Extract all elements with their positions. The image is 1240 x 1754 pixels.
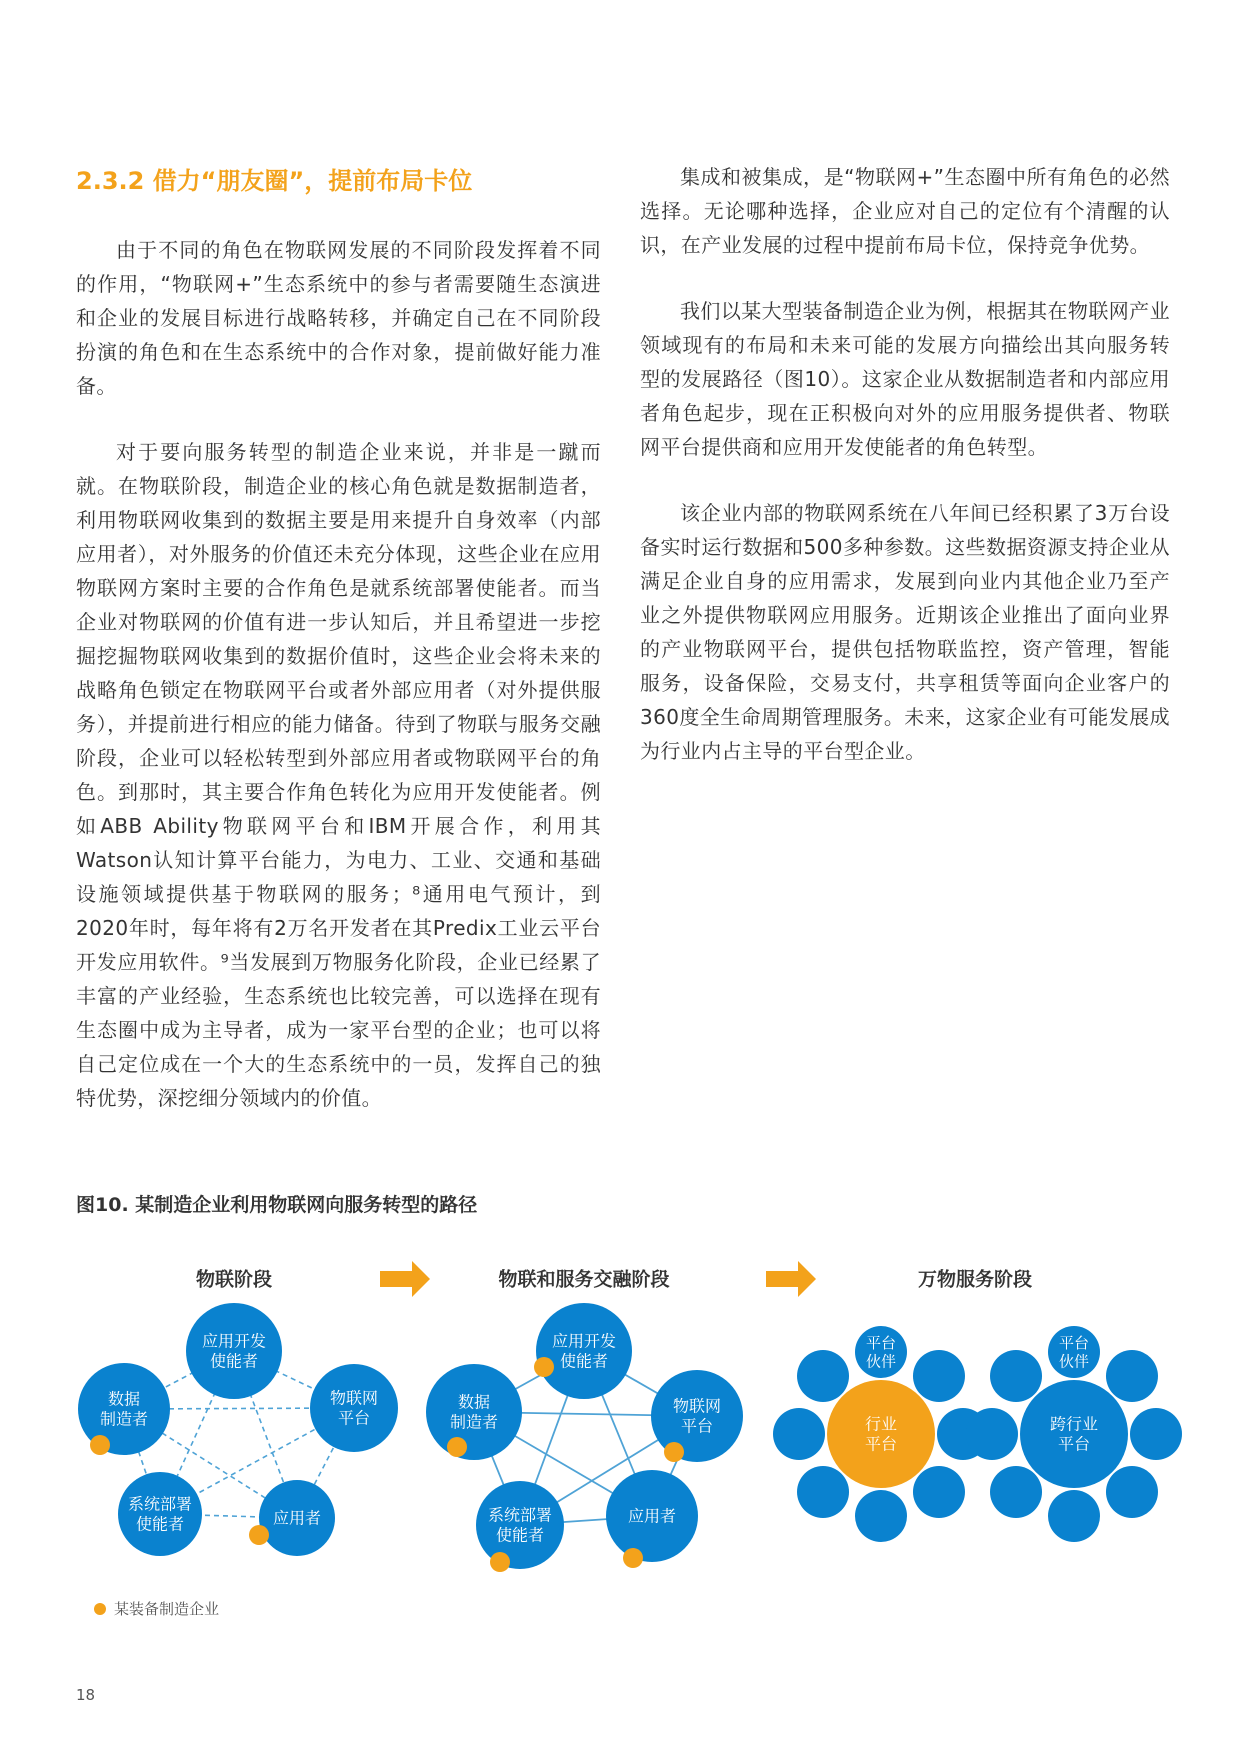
stage2-role-label: 数据制造者	[449, 1392, 499, 1432]
stage1-company-marker	[90, 1435, 110, 1455]
stage2-company-marker	[490, 1552, 510, 1572]
industry-satellite-node	[913, 1350, 965, 1402]
stage1-company-marker	[249, 1525, 269, 1545]
stage2-role-label: 物联网平台	[672, 1396, 722, 1436]
industry-platform-label: 行业平台	[864, 1414, 898, 1454]
cross-industry-satellite-node	[1130, 1408, 1182, 1460]
stage2-role-label: 应用者	[627, 1506, 677, 1526]
stage-title: 物联和服务交融阶段	[498, 1268, 670, 1291]
stage1-role-label: 物联网平台	[329, 1388, 379, 1428]
stage2-company-marker	[664, 1442, 684, 1462]
industry-satellite-node	[855, 1490, 907, 1542]
stage2-company-marker	[447, 1437, 467, 1457]
industry-satellite-node	[797, 1466, 849, 1518]
stage1-role-label: 应用开发使能者	[201, 1331, 267, 1371]
stage-title: 万物服务阶段	[917, 1268, 1033, 1291]
cross-industry-satellite-node	[1106, 1466, 1158, 1518]
paragraph: 对于要向服务转型的制造企业来说，并非是一蹴而就。在物联阶段，制造企业的核心角色就是数据制造者，利用物联网收集到的数据主要是用来提升自身效率（内部应用者），对外服务的价值还未充分体现，这些企业在应用物联网方案时主要的合作角色是就系统部署使能者。而当企业对物联网的价值有进一步认知后，并且希望进一步挖掘挖掘物联网收集到的数据价值时，这些企业会将未来的战略角色锁定在物联网平台或者外部应用者（对外提供服务），并提前进行相应的能力储备。待到了物联与服务交融阶段，企业可以轻松转型到外部应用者或物联网平台的角色。到那时，其主要合作角色转化为应用开发使能者。例如ABB Ability物联网平台和IBM开展合作，利用其Watson认知计算平台能力，为电力、工业、交通和基础设施领域提供基于物联网的服务；⁸通用电气预计，到2020年时，每年将有2万名开发者在其Predix工业云平台开发应用软件。⁹当发展到万物服务化阶段，企业已经累了丰富的产业经验，生态系统也比较完善，可以选择在现有生态圈中成为主导者，成为一家平台型的企业；也可以将自己定位成在一个大的生态系统中的一员，发挥自己的独特优势，深挖细分领域内的价值。	[76, 440, 601, 1110]
paragraph: 集成和被集成，是“物联网+”生态圈中所有角色的必然选择。无论哪种选择，企业应对自己的定位有个清醒的认识，在产业发展的过程中提前布局卡位，保持竞争优势。	[640, 165, 1170, 257]
industry-satellite-node	[797, 1350, 849, 1402]
stage2-role-label: 系统部署使能者	[487, 1505, 553, 1545]
legend-label: 某装备制造企业	[114, 1600, 220, 1618]
section-heading: 2.3.2 借力“朋友圈”，提前布局卡位	[76, 167, 473, 195]
cross-industry-platform-label: 跨行业平台	[1049, 1414, 1099, 1454]
paragraph: 由于不同的角色在物联网发展的不同阶段发挥着不同的作用，“物联网+”生态系统中的参与者需要随生态演进和企业的发展目标进行战略转移，并确定自己在不同阶段扮演的角色和在生态系统中的合作对象，提前做好能力准备。	[76, 238, 601, 398]
page-number: 18	[76, 1686, 96, 1704]
left-column	[76, 160, 601, 1147]
cross-industry-satellite-node	[966, 1408, 1018, 1460]
industry-partner-label: 平台伙伴	[865, 1333, 897, 1371]
stage2-company-marker	[534, 1357, 554, 1377]
diagram-canvas	[0, 1250, 1240, 1650]
stage2-role-label: 应用开发使能者	[551, 1331, 617, 1371]
legend-dot-icon	[94, 1603, 106, 1615]
cross-industry-partner-label: 平台伙伴	[1058, 1333, 1090, 1371]
stage-arrow-icon	[766, 1261, 816, 1297]
paragraph: 我们以某大型装备制造企业为例，根据其在物联网产业领域现有的布局和未来可能的发展方向描绘出其向服务转型的发展路径（图10）。这家企业从数据制造者和内部应用者角色起步，现在正积极向对外的应用服务提供者、物联网平台提供商和应用开发使能者的角色转型。	[640, 299, 1170, 459]
stage-title: 物联阶段	[195, 1268, 273, 1291]
right-column	[640, 160, 1170, 800]
stage1-role-label: 系统部署使能者	[127, 1494, 193, 1534]
stage1-role-label: 应用者	[272, 1508, 322, 1528]
paragraph: 该企业内部的物联网系统在八年间已经积累了3万台设备实时运行数据和500多种参数。这些数据资源支持企业从满足企业自身的应用需求，发展到向业内其他企业乃至产业之外提供物联网应用服务。近期该企业推出了面向业界的产业物联网平台，提供包括物联监控，资产管理，智能服务，设备保险，交易支付，共享租赁等面向企业客户的360度全生命周期管理服务。未来，这家企业有可能发展成为行业内占主导的平台型企业。	[640, 501, 1170, 763]
cross-industry-satellite-node	[1048, 1490, 1100, 1542]
industry-satellite-node	[773, 1408, 825, 1460]
cross-industry-satellite-node	[990, 1350, 1042, 1402]
legend	[94, 1598, 219, 1619]
cross-industry-satellite-node	[990, 1466, 1042, 1518]
stage-arrow-icon	[380, 1261, 430, 1297]
industry-satellite-node	[913, 1466, 965, 1518]
stage1-role-label: 数据制造者	[99, 1389, 149, 1429]
cross-industry-satellite-node	[1106, 1350, 1158, 1402]
transformation-diagram	[0, 1250, 1240, 1650]
stage2-company-marker	[623, 1548, 643, 1568]
figure-caption: 图10. 某制造企业利用物联网向服务转型的路径	[76, 1194, 478, 1216]
